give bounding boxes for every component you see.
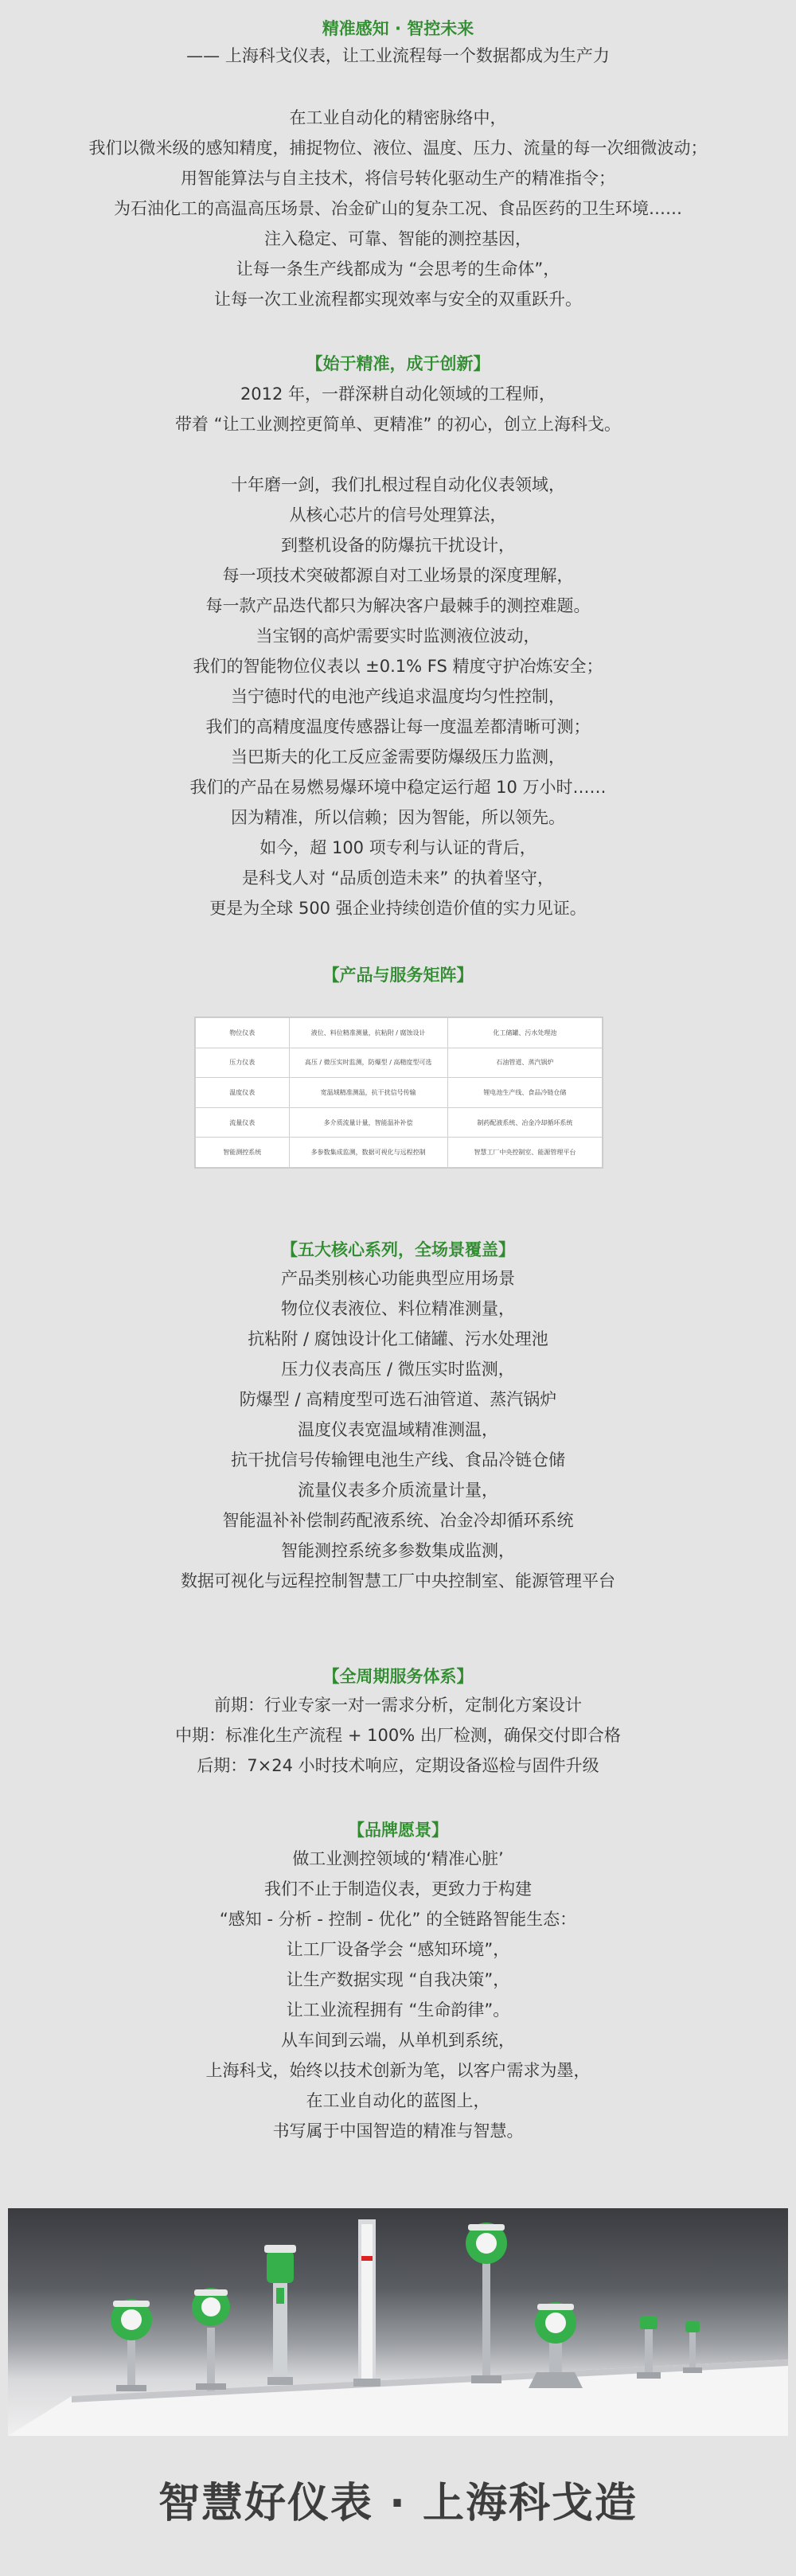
intro-section [0, 103, 796, 314]
vision-line: 上海科戈，始终以技术创新为笔，以客户需求为墨， [205, 2061, 591, 2080]
instrument-2 [192, 2288, 230, 2391]
origin-line: 因为精准，所以信赖；因为智能，所以领先。 [231, 808, 565, 827]
origin-line: 更是为全球 500 强企业持续创造价值的实力见证。 [209, 899, 587, 918]
instrument-5 [466, 2223, 507, 2383]
instrument-illustration [8, 2208, 788, 2436]
instrument-6 [529, 2302, 583, 2388]
origin-line: 到整机设备的防爆抗干扰设计， [281, 536, 515, 555]
table-cell: 制药配液系统、冶金冷却循环系统 [447, 1107, 602, 1138]
origin-line: 我们的高精度温度传感器让每一度温差都清晰可测； [205, 717, 591, 736]
series-line: 温度仪表宽温域精准测温， [298, 1420, 498, 1439]
series-line: 物位仪表液位、料位精准测量， [281, 1299, 515, 1318]
vision-line: 从车间到云端，从单机到系统， [281, 2031, 515, 2050]
table-row [196, 1138, 603, 1168]
series-line: 产品类别核心功能典型应用场景 [281, 1269, 515, 1288]
series-line: 压力仪表高压 / 微压实时监测， [281, 1360, 515, 1379]
origin-line: 当巴斯夫的化工反应釜需要防爆级压力监测， [231, 747, 565, 767]
table-cell: 多介质流量计量，智能温补补偿 [289, 1107, 447, 1138]
origin-line: 每一项技术突破都源自对工业场景的深度理解， [222, 566, 574, 585]
intro-line: 我们以微米级的感知精度，捕捉物位、液位、温度、压力、流量的每一次细微波动； [88, 139, 708, 158]
instrument-3 [264, 2245, 296, 2385]
table-cell: 物位仪表 [196, 1018, 290, 1048]
table-cell: 智能测控系统 [196, 1138, 290, 1168]
table-row [196, 1078, 603, 1108]
intro-line: 让每一条生产线都成为 “会思考的生命体”， [236, 260, 560, 279]
page-subtitle: —— 上海科戈仪表，让工业流程每一个数据都成为生产力 [186, 46, 610, 65]
service-line: 中期：标准化生产流程 + 100% 出厂检测，确保交付即合格 [175, 1726, 621, 1745]
table-cell: 高压 / 微压实时监测，防爆型 / 高精度型可选 [289, 1048, 447, 1078]
table-cell: 智慧工厂中央控制室、能源管理平台 [447, 1138, 602, 1168]
table-row [196, 1107, 603, 1138]
vision-section [0, 1844, 796, 2146]
vision-title: 【品牌愿景】 [348, 1821, 448, 1840]
service-line: 前期：行业专家一对一需求分析，定制化方案设计 [214, 1696, 582, 1715]
table-cell: 液位、料位精准测量，抗粘附 / 腐蚀设计 [289, 1018, 447, 1048]
table-row [196, 1018, 603, 1048]
intro-line: 为石油化工的高温高压场景、冶金矿山的复杂工况、食品医药的卫生环境…… [114, 199, 682, 218]
service-section [0, 1690, 796, 1781]
origin-line: 每一款产品迭代都只为解决客户最棘手的测控难题。 [205, 596, 591, 615]
product-banner-image [8, 2208, 788, 2436]
origin-line: 是科戈人对 “品质创造未来” 的执着坚守， [241, 868, 555, 888]
instrument-4 [353, 2219, 380, 2387]
series-line: 抗粘附 / 腐蚀设计化工储罐、污水处理池 [248, 1329, 548, 1348]
origin-section-a [0, 379, 796, 439]
table-cell: 石油管道、蒸汽锅炉 [447, 1048, 602, 1078]
series-line: 抗干扰信号传输锂电池生产线、食品冷链仓储 [231, 1450, 565, 1469]
origin-line: 如今，超 100 项专利与认证的背后， [259, 838, 537, 857]
product-matrix-table [194, 1017, 603, 1169]
origin-line: 我们的产品在易燃易爆环境中稳定运行超 10 万小时…… [189, 778, 607, 797]
intro-line: 在工业自动化的精密脉络中， [289, 108, 507, 127]
origin-title: 【始于精准，成于创新】 [306, 354, 490, 373]
intro-line: 注入稳定、可靠、智能的测控基因， [264, 229, 532, 248]
intro-line: 让每一次工业流程都实现效率与安全的双重跃升。 [214, 290, 582, 309]
service-line: 后期：7×24 小时技术响应，定期设备巡检与固件升级 [197, 1756, 599, 1775]
series-line: 智能测控系统多参数集成监测， [281, 1541, 515, 1560]
vision-line: 我们不止于制造仪表，更致力于构建 [264, 1879, 532, 1899]
origin-line: 带着 “让工业测控更简单、更精准” 的初心，创立上海科戈。 [174, 415, 622, 434]
service-title: 【全周期服务体系】 [322, 1667, 474, 1686]
series-section [0, 1263, 796, 1596]
vision-line: 让工厂设备学会 “感知环境”， [286, 1940, 510, 1959]
table-cell: 流量仪表 [196, 1107, 290, 1138]
instrument-1 [111, 2299, 152, 2391]
matrix-title: 【产品与服务矩阵】 [322, 966, 474, 985]
table-row [196, 1048, 603, 1078]
origin-section-b [0, 470, 796, 923]
vision-line: “感知 - 分析 - 控制 - 优化” 的全链路智能生态： [219, 1910, 577, 1929]
intro-line: 用智能算法与自主技术，将信号转化驱动生产的精准指令； [181, 169, 615, 188]
series-line: 防爆型 / 高精度型可选石油管道、蒸汽锅炉 [239, 1390, 557, 1409]
table-cell: 化工储罐、污水处理池 [447, 1018, 602, 1048]
series-line: 智能温补补偿制药配液系统、冶金冷却循环系统 [222, 1511, 574, 1530]
vision-line: 让生产数据实现 “自我决策”， [286, 1970, 510, 1989]
series-line: 数据可视化与远程控制智慧工厂中央控制室、能源管理平台 [181, 1571, 615, 1590]
vision-line: 在工业自动化的蓝图上， [306, 2091, 490, 2110]
series-line: 流量仪表多介质流量计量， [298, 1481, 498, 1500]
vision-line: 让工业流程拥有 “生命韵律”。 [286, 2000, 510, 2020]
table-cell: 宽温域精准测温，抗干扰信号传输 [289, 1078, 447, 1108]
origin-line: 十年磨一剑，我们扎根过程自动化仪表领域， [231, 475, 565, 494]
page-title: 精准感知 · 智控未来 [322, 19, 474, 38]
origin-line: 当宁德时代的电池产线追求温度均匀性控制， [231, 687, 565, 706]
table-cell: 压力仪表 [196, 1048, 290, 1078]
footer-slogan: 智慧好仪表 · 上海科戈造 [158, 2480, 638, 2527]
origin-line: 当宝钢的高炉需要实时监测液位波动， [256, 626, 540, 646]
vision-line: 书写属于中国智造的精准与智慧。 [272, 2121, 524, 2141]
table-cell: 锂电池生产线、食品冷链仓储 [447, 1078, 602, 1108]
origin-line: 从核心芯片的信号处理算法， [289, 505, 507, 525]
table-cell: 多参数集成监测，数据可视化与远程控制 [289, 1138, 447, 1168]
origin-line: 我们的智能物位仪表以 ±0.1% FS 精度守护冶炼安全； [193, 657, 603, 676]
series-title: 【五大核心系列，全场景覆盖】 [281, 1240, 515, 1259]
origin-line: 2012 年，一群深耕自动化领域的工程师， [240, 384, 556, 404]
vision-line: 做工业测控领域的‘精准心脏’ [292, 1849, 504, 1868]
table-cell: 温度仪表 [196, 1078, 290, 1108]
